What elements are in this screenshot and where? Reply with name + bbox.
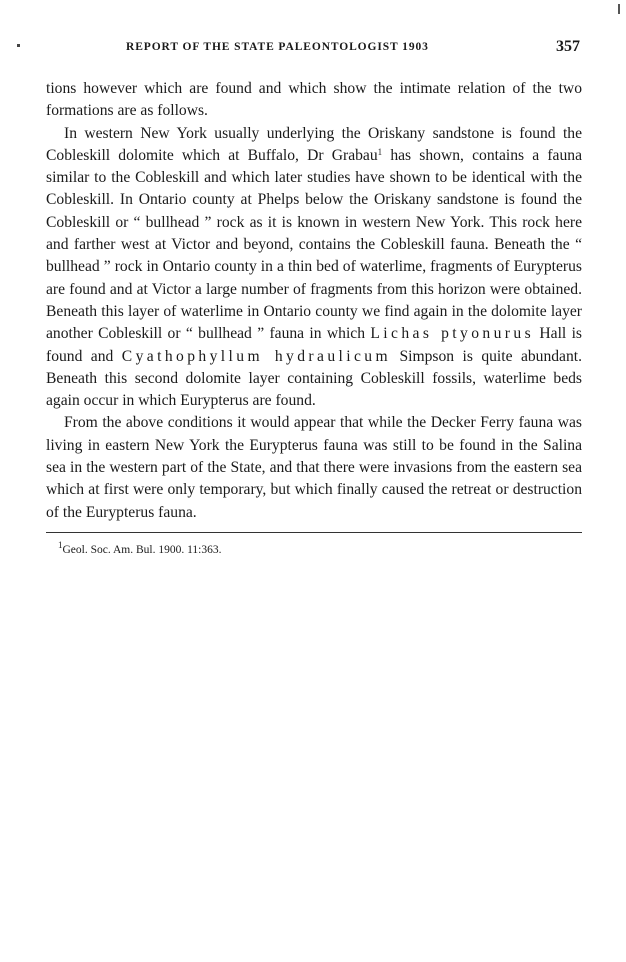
edge-mark (618, 4, 620, 14)
footnote (46, 539, 582, 558)
paragraph-text: In western New York usually underlying the Oriskany sandstone is found the Cobleskill dolomite which at Buffalo, Dr Grabau (46, 124, 582, 164)
footnote-text: Geol. Soc. Am. Bul. 1900. 11:363. (62, 543, 222, 556)
paragraph-cobleskill (46, 123, 582, 413)
document-page (46, 38, 582, 558)
paragraph-text: Hall is found and (46, 325, 582, 365)
species-name: Lichas ptyonurus (370, 325, 535, 343)
footnote-rule (46, 532, 582, 533)
paragraph-text: has shown, contains a fauna similar to the Cobleskill and which later studies have shown to be identical with the Cobleskill. In Ontario county at Phelps below the Oriskany sandstone is found the Cobleskill or “ bullhead ” rock as it is known in western New York. This rock here and farther west at Victor and beyond, contains the Cobleskill fauna. Beneath the “ bullhead ” rock in Ontario county in a thin bed of waterlime, fragments of Eurypterus are found and at Victor a large number of fragments from this horizon were obtained. Beneath this layer of waterlime in Ontario county we find again in the dolomite layer another Cobleskill or “ bullhead ” fauna in which (46, 146, 582, 343)
running-title: REPORT OF THE STATE PALEONTOLOGIST 1903 (126, 41, 429, 53)
species-name: Cyathophyllum hydraulicum (121, 347, 392, 365)
page-number: 357 (556, 38, 580, 55)
footnote-reference: 1 (377, 146, 383, 157)
margin-mark (17, 44, 20, 47)
running-head (46, 38, 582, 60)
footnote-marker: 1 (58, 539, 63, 550)
paragraph-conclusion: From the above conditions it would appear that while the Decker Ferry fauna was living in eastern New York the Eurypterus fauna was still to be found in the Salina sea in the western part of the State, and that there were invasions from the eastern sea which at first were only temporary, but which finally caused the retreat or destruction of the Eurypterus fauna. (46, 414, 582, 521)
body-text (46, 78, 582, 524)
paragraph-continuation: tions however which are found and which show the intimate relation of the two formations are as follows. (46, 80, 582, 120)
paragraph-text: Simpson is quite abundant. Beneath this second dolomite layer containing Cobleskill fossils, waterlime beds again occur in which Eurypterus are found. (46, 347, 582, 410)
